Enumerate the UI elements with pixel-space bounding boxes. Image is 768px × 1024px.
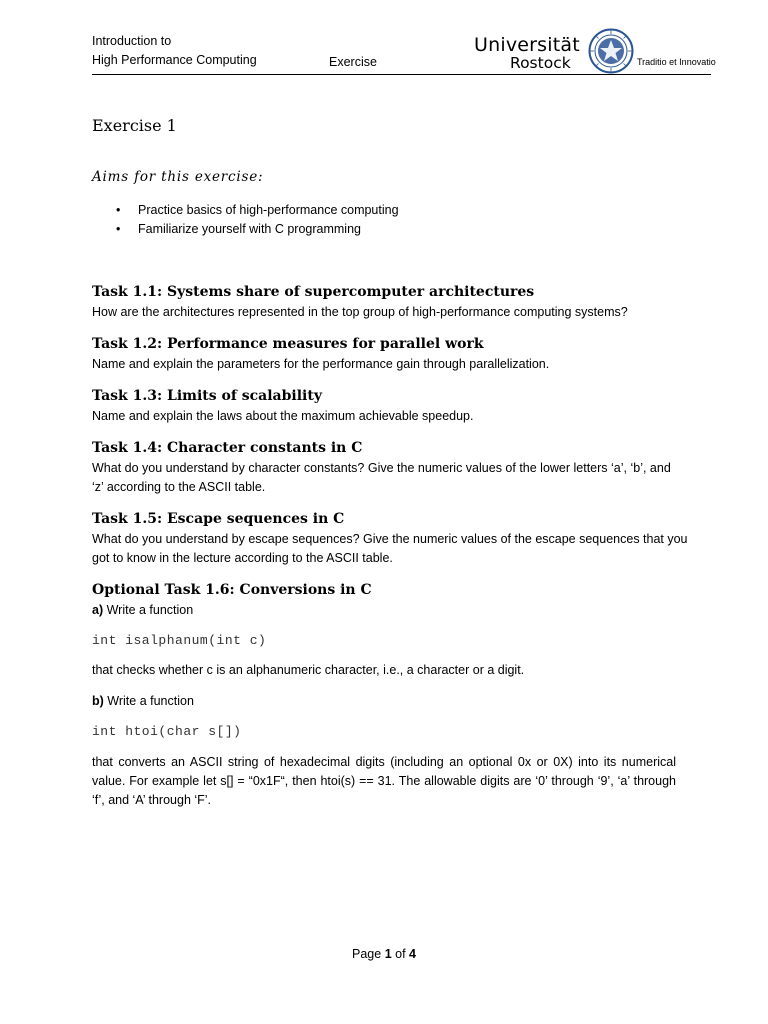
code-isalphanum: int isalphanum(int c) — [92, 633, 267, 648]
page-number: Page 1 of 4 — [352, 947, 416, 961]
university-name: Universität — [474, 34, 580, 56]
university-city: Rostock — [510, 54, 571, 72]
bullet-icon: • — [116, 222, 121, 236]
aims-item: • Practice basics of high-performance computing — [116, 203, 399, 217]
part-a-text: that checks whether c is an alphanumeric character, i.e., a character or a digit. — [92, 663, 525, 677]
task-1-4-text: What do you understand by character constants? Give the numeric values of the lower letters ‘a’, ‘b’, and ‘z’ according to the ASCII table. — [92, 461, 671, 494]
task-1-6-heading: Optional Task 1.6: Conversions in C — [92, 582, 372, 598]
header-rule — [92, 74, 711, 75]
task-1-2-heading: Task 1.2: Performance measures for parallel work — [92, 336, 484, 352]
task-1-2-text: Name and explain the parameters for the performance gain through parallelization. — [92, 357, 550, 371]
task-1-1-text: How are the architectures represented in the top group of high-performance computing systems? — [92, 305, 628, 319]
course-title-line-2: High Performance Computing — [92, 53, 257, 67]
part-b-intro: b) Write a function — [92, 694, 194, 708]
part-b-text: that converts an ASCII string of hexadecimal digits (including an optional 0x or 0X) into its numerical value. For example let s[] = “0x1F“, then htoi(s) == 31. The allowable digits are ‘0’ through ‘9’, ‘a’ through ‘f’, and ‘A’ through ‘F’. — [92, 755, 676, 807]
aims-item: • Familiarize yourself with C programming — [116, 222, 361, 236]
task-1-3-text: Name and explain the laws about the maximum achievable speedup. — [92, 409, 474, 423]
university-motto: Traditio et Innovatio — [637, 57, 716, 67]
university-logo — [474, 36, 584, 71]
bullet-icon: • — [116, 203, 121, 217]
task-1-4-heading: Task 1.4: Character constants in C — [92, 440, 363, 456]
part-a-intro: a) Write a function — [92, 603, 194, 617]
course-title-line-1: Introduction to — [92, 34, 172, 48]
document-type: Exercise — [329, 55, 377, 69]
task-1-5-heading: Task 1.5: Escape sequences in C — [92, 511, 345, 527]
aims-list — [92, 202, 692, 240]
task-1-3-heading: Task 1.3: Limits of scalability — [92, 388, 322, 404]
task-1-5-text: What do you understand by escape sequences? Give the numeric values of the escape sequences that you got to know in the lecture according to the ASCII table. — [92, 532, 688, 565]
university-seal-icon — [588, 28, 634, 74]
page-title: Exercise 1 — [92, 116, 177, 135]
task-1-1-heading: Task 1.1: Systems share of supercomputer architectures — [92, 284, 535, 300]
aims-heading: Aims for this exercise: — [92, 169, 264, 185]
code-htoi: int htoi(char s[]) — [92, 724, 242, 739]
